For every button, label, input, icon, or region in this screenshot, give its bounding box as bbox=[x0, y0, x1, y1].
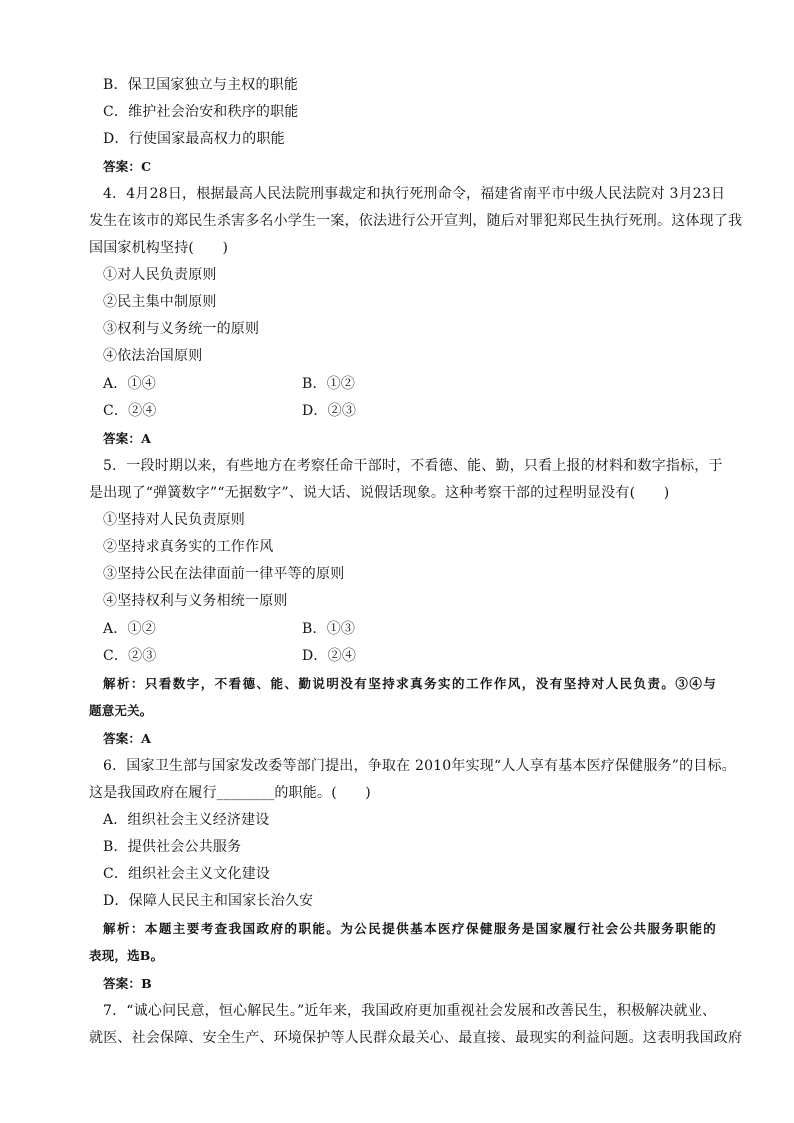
choice-c: C．②③ bbox=[103, 648, 157, 664]
option-b-line: B．保卫国家独立与主权的职能 bbox=[103, 77, 299, 93]
option-a: A．组织社会主义经济建设 bbox=[103, 812, 270, 828]
statement-1: ①对人民负责原则 bbox=[103, 267, 217, 283]
option-c-line: C．维护社会治安和秩序的职能 bbox=[103, 104, 299, 120]
analysis-line-1: 解析：本题主要考查我国政府的职能。为公民提供基本医疗保健服务是国家履行社会公共服务职能的 bbox=[103, 921, 716, 936]
choice-d: D．②③ bbox=[302, 403, 357, 419]
option-c: C．组织社会主义文化建设 bbox=[103, 866, 271, 882]
statement-3: ③坚持公民在法律面前一律平等的原则 bbox=[103, 566, 345, 582]
question-6-line-1: 6．国家卫生部与国家发改委等部门提出，争取在 2010年实现“人人享有基本医疗保健服务”的目标。 bbox=[103, 758, 736, 774]
option-b: B．提供社会公共服务 bbox=[103, 839, 242, 855]
answer-line: 答案：C bbox=[103, 159, 152, 174]
statement-2: ②民主集中制原则 bbox=[103, 294, 217, 310]
statement-4: ④依法治国原则 bbox=[103, 348, 203, 364]
answer-line: 答案：A bbox=[103, 431, 151, 446]
choice-b: B．①② bbox=[302, 376, 356, 392]
choice-c: C．②④ bbox=[103, 403, 157, 419]
statement-1: ①坚持对人民负责原则 bbox=[103, 512, 245, 528]
question-6-line-2: 这是我国政府在履行________的职能。( ) bbox=[89, 785, 371, 801]
question-5-line-1: 5．一段时期以来，有些地方在考察任命干部时，不看德、能、勤，只看上报的材料和数字指标，于 bbox=[103, 458, 723, 474]
analysis-line-1: 解析：只看数字，不看德、能、勤说明没有坚持求真务实的工作作风，没有坚持对人民负责。③④与 bbox=[103, 676, 716, 691]
choice-a: A．①② bbox=[103, 621, 156, 637]
option-d-line: D．行使国家最高权力的职能 bbox=[103, 131, 285, 147]
choice-d: D．②④ bbox=[302, 648, 357, 664]
choice-a: A．①④ bbox=[103, 376, 156, 392]
choice-b: B．①③ bbox=[302, 621, 356, 637]
question-4-line-3: 国国家机构坚持( ) bbox=[89, 240, 229, 256]
analysis-line-2: 题意无关。 bbox=[89, 703, 153, 718]
statement-2: ②坚持求真务实的工作作风 bbox=[103, 539, 274, 555]
question-4-line-2: 发生在该市的郑民生杀害多名小学生一案，依法进行公开宣判，随后对罪犯郑民生执行死刑。这体现了我 bbox=[89, 213, 743, 229]
question-5-line-2: 是出现了“弹簧数字”“无据数字”、说大话、说假话现象。这种考察干部的过程明显没有( ) bbox=[89, 485, 670, 501]
statement-3: ③权利与义务统一的原则 bbox=[103, 321, 260, 337]
analysis-line-2: 表现，选B。 bbox=[89, 948, 164, 963]
statement-4: ④坚持权利与义务相统一原则 bbox=[103, 593, 288, 609]
option-d: D．保障人民民主和国家长治久安 bbox=[103, 893, 314, 909]
answer-line: 答案：A bbox=[103, 731, 151, 746]
question-7-line-2: 就医、社会保障、安全生产、环境保护等人民群众最关心、最直接、最现实的利益问题。这表明我国政府 bbox=[89, 1030, 743, 1046]
question-7-line-1: 7．“诚心问民意，恒心解民生。”近年来，我国政府更加重视社会发展和改善民生，积极解决就业、 bbox=[103, 1003, 717, 1019]
answer-line: 答案：B bbox=[103, 976, 152, 991]
question-4-line-1: 4．4月28日，根据最高人民法院刑事裁定和执行死刑命令，福建省南平市中级人民法院对 3月23日 bbox=[103, 186, 726, 202]
